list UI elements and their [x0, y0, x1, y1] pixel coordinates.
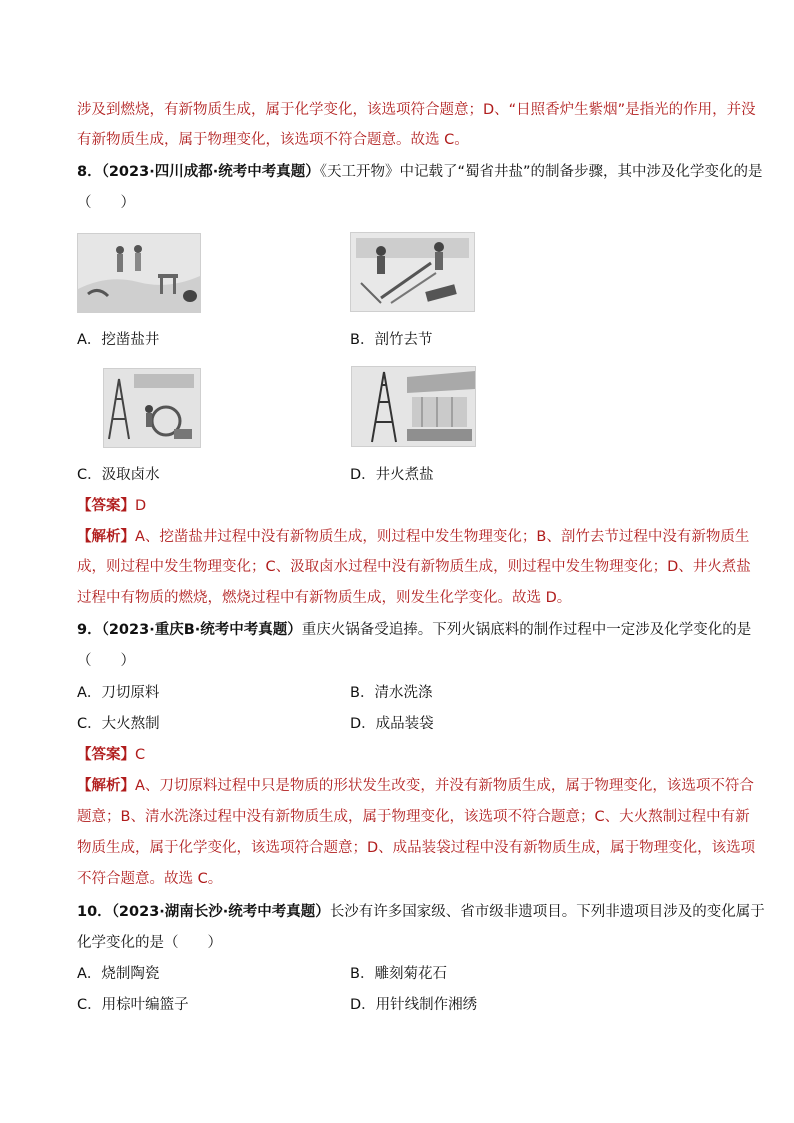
q10-option-d: D．用针线制作湘绣	[350, 997, 478, 1013]
q9-option-d: D．成品装袋	[350, 716, 434, 732]
q9-option-a: A．刀切原料	[77, 685, 160, 701]
question-8-text: 《天工开物》中记载了“蜀省井盐”的制备步骤，其中涉及化学变化的是	[319, 164, 763, 180]
prev-explanation-line-1: 涉及到燃烧，有新物质生成，属于化学变化，该选项符合题意；D、“日照香炉生紫烟”是指光的作用，并没	[77, 102, 756, 118]
q10-option-b: B．雕刻菊花石	[350, 966, 447, 982]
q8-explanation-tag: 【解析】	[77, 529, 135, 545]
question-8	[77, 162, 763, 182]
q9-explanation-tag: 【解析】	[77, 778, 135, 794]
bamboo-splitting-illustration	[351, 233, 474, 311]
brine-drawing-illustration	[104, 369, 200, 447]
q8-answer	[77, 496, 146, 516]
q8-option-a: A．挖凿盐井	[77, 332, 160, 348]
question-8-source: （2023·四川成都·统考中考真题）	[101, 164, 320, 180]
option-c-image	[103, 368, 201, 448]
q9-explanation-line-2: 题意；B、清水洗涤过程中没有新物质生成，属于物理变化，该选项不符合题意；C、大火熬制过程中有新	[77, 809, 750, 825]
q8-option-d: D．井火煮盐	[350, 467, 434, 483]
question-10-text-line-2: 化学变化的是（ ）	[77, 935, 222, 951]
q8-answer-tag: 【答案】	[77, 498, 135, 514]
option-d-image	[351, 366, 476, 447]
question-9-paren: （ ）	[77, 653, 135, 669]
q9-explanation-line-1	[77, 776, 754, 796]
q9-explanation-text-1: A、刀切原料过程中只是物质的形状发生改变，并没有新物质生成，属于物理变化，该选项不符合	[135, 778, 754, 794]
q8-option-b: B．剖竹去节	[350, 332, 433, 348]
question-8-paren: （ ）	[77, 195, 135, 211]
well-fire-salt-boiling-illustration	[352, 367, 475, 446]
q8-explanation-line-2: 成，则过程中发生物理变化；C、汲取卤水过程中没有新物质生成，则过程中发生物理变化；D、井火煮盐	[77, 559, 751, 575]
question-9-source: （2023·重庆B·统考中考真题）	[101, 622, 302, 638]
q10-option-a: A．烧制陶瓷	[77, 966, 160, 982]
question-8-number: 8．	[77, 164, 102, 180]
q8-explanation-line-1	[77, 527, 749, 547]
question-10-text: 长沙有许多国家级、省市级非遗项目。下列非遗项目涉及的变化属于	[329, 904, 765, 920]
q9-option-c: C．大火熬制	[77, 716, 160, 732]
q8-option-c: C．汲取卤水	[77, 467, 160, 483]
question-10	[77, 902, 765, 922]
q9-answer-tag: 【答案】	[77, 747, 135, 763]
q9-option-b: B．清水洗涤	[350, 685, 433, 701]
question-10-source: （2023·湖南长沙·统考中考真题）	[111, 904, 330, 920]
prev-explanation-line-2: 有新物质生成，属于物理变化，该选项不符合题意。故选 C。	[77, 132, 469, 148]
q9-answer	[77, 745, 145, 765]
option-a-image	[77, 233, 201, 313]
salt-well-digging-illustration	[78, 234, 200, 312]
q10-option-c: C．用棕叶编篮子	[77, 997, 189, 1013]
q9-explanation-line-4: 不符合题意。故选 C。	[77, 871, 223, 887]
question-9	[77, 620, 751, 640]
q9-explanation-line-3: 物质生成，属于化学变化，该选项符合题意；D、成品装袋过程中没有新物质生成，属于物理变化，该选项	[77, 840, 756, 856]
question-9-number: 9．	[77, 622, 102, 638]
q9-answer-value: C	[135, 747, 146, 763]
option-b-image	[350, 232, 475, 312]
question-10-number: 10．	[77, 904, 112, 920]
q8-answer-value: D	[135, 498, 147, 514]
q8-explanation-line-3: 过程中有物质的燃烧，燃烧过程中有新物质生成，则发生化学变化。故选 D。	[77, 590, 572, 606]
question-9-text: 重庆火锅备受追捧。下列火锅底料的制作过程中一定涉及化学变化的是	[301, 622, 752, 638]
q8-explanation-text-1: A、挖凿盐井过程中没有新物质生成，则过程中发生物理变化；B、剖竹去节过程中没有新物质生	[135, 529, 750, 545]
